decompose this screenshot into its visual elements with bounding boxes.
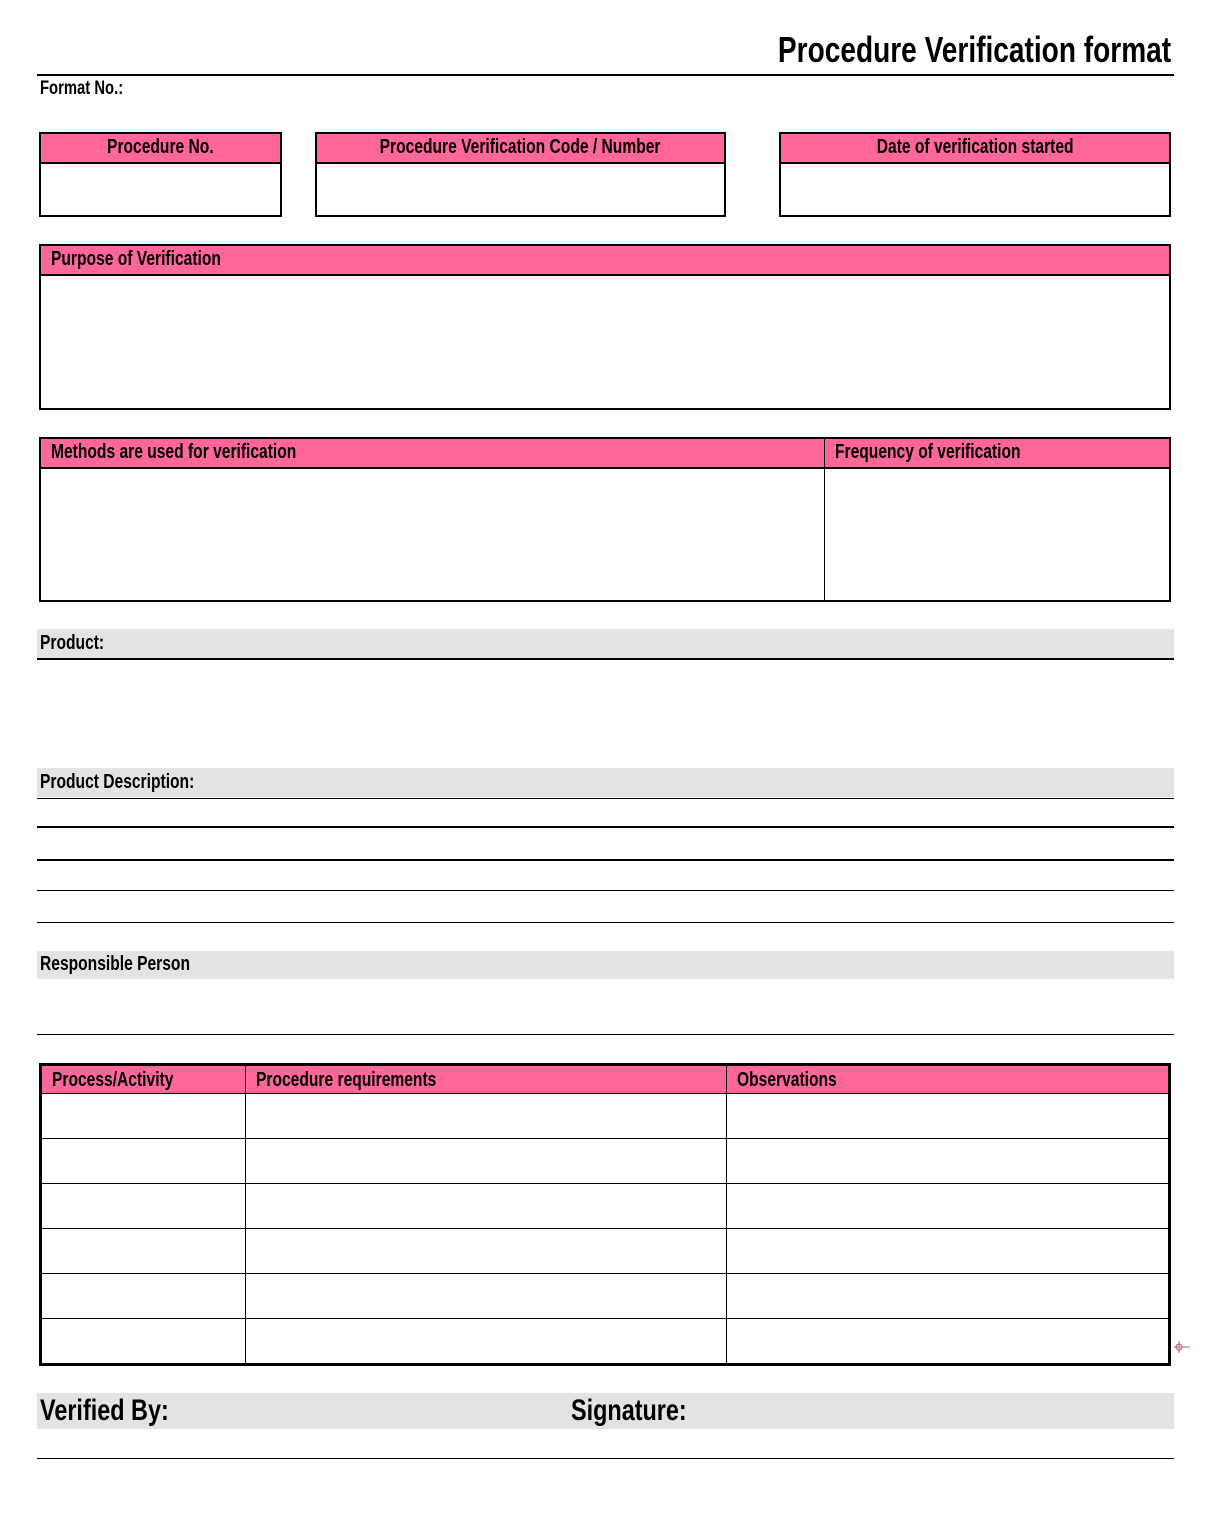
product-description-label: Product Description: [37,768,1174,797]
frequency-header: Frequency of verification [825,439,1169,469]
procedure-no-header: Procedure No. [41,134,280,164]
table-row [42,1184,1169,1229]
signoff-bar [37,1393,1174,1429]
table-cell[interactable] [727,1229,1169,1274]
signoff-line[interactable] [37,1458,1174,1459]
format-no-label: Format No.: [40,78,124,99]
table-cell[interactable] [42,1139,246,1184]
purpose-box [39,244,1171,410]
table-cell[interactable] [42,1319,246,1364]
signature-label: Signature: [571,1394,687,1427]
title-underline [37,74,1174,76]
table-row [42,1094,1169,1139]
product-label: Product: [37,629,1174,658]
table-cell[interactable] [42,1184,246,1229]
col-observations: Observations [727,1066,1169,1094]
cell-marker-icon [1172,1339,1192,1355]
table-cell[interactable] [42,1229,246,1274]
procedure-no-box [39,132,282,217]
frequency-field[interactable] [825,469,1169,600]
methods-column [41,439,825,600]
date-started-header: Date of verification started [781,134,1169,164]
description-line-1[interactable] [37,798,1174,799]
table-cell[interactable] [246,1184,727,1229]
verification-code-field[interactable] [317,164,724,217]
table-row [42,1319,1169,1364]
table-cell[interactable] [727,1139,1169,1184]
table-header-row [42,1066,1169,1094]
description-line-5[interactable] [37,922,1174,923]
col-procedure-requirements: Procedure requirements [246,1066,727,1094]
observations-table-wrap [39,1063,1171,1366]
responsible-person-label: Responsible Person [37,951,1174,979]
description-line-3[interactable] [37,859,1174,861]
table-row [42,1229,1169,1274]
verified-by-label: Verified By: [40,1394,169,1427]
page-title: Procedure Verification format [777,29,1171,70]
responsible-person-line[interactable] [37,1034,1174,1035]
table-cell[interactable] [727,1094,1169,1139]
methods-field[interactable] [41,469,824,600]
table-cell[interactable] [246,1229,727,1274]
observations-table [41,1065,1169,1364]
verification-code-header: Procedure Verification Code / Number [317,134,724,164]
procedure-no-field[interactable] [41,164,280,217]
date-started-box [779,132,1171,217]
verification-code-box [315,132,726,217]
table-cell[interactable] [246,1094,727,1139]
description-line-4[interactable] [37,890,1174,891]
table-cell[interactable] [42,1274,246,1319]
description-line-2[interactable] [37,826,1174,828]
table-cell[interactable] [42,1094,246,1139]
methods-frequency-box [39,437,1171,602]
table-cell[interactable] [246,1319,727,1364]
purpose-field[interactable] [41,276,1169,410]
product-field[interactable] [37,660,1174,760]
purpose-header: Purpose of Verification [41,246,1169,276]
table-row [42,1139,1169,1184]
table-row [42,1274,1169,1319]
frequency-column [825,439,1169,600]
table-cell[interactable] [246,1139,727,1184]
methods-header: Methods are used for verification [41,439,824,469]
col-process-activity: Process/Activity [42,1066,246,1094]
table-cell[interactable] [727,1274,1169,1319]
table-cell[interactable] [246,1274,727,1319]
date-started-field[interactable] [781,164,1169,217]
table-cell[interactable] [727,1319,1169,1364]
table-cell[interactable] [727,1184,1169,1229]
